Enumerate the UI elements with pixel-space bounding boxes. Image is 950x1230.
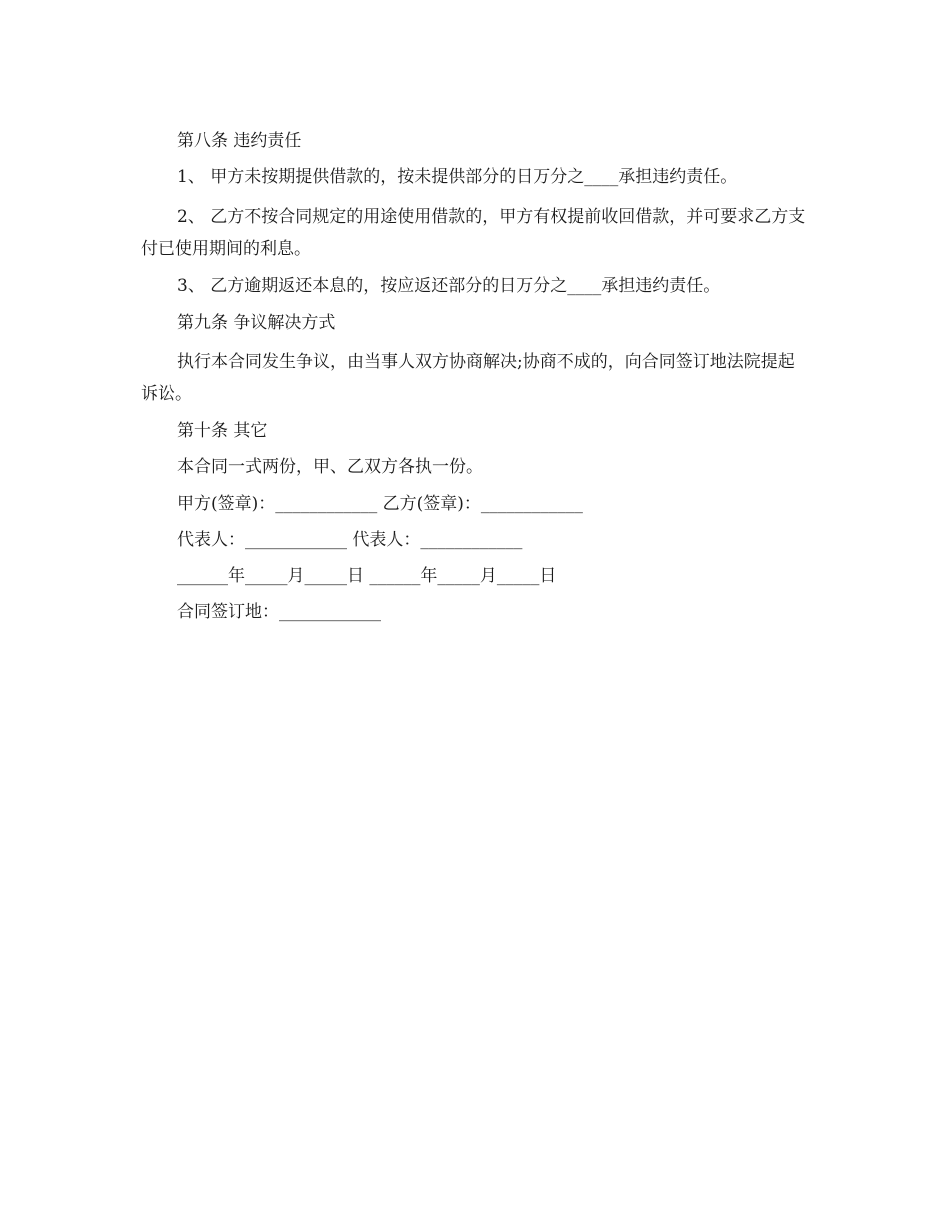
article-9-heading: 第九条 争议解决方式 — [177, 313, 336, 333]
article-8-clause-2: 2、 乙方不按合同规定的用途使用借款的，甲方有权提前收回借款，并可要求乙方支付已使用期间的利息。 — [141, 207, 806, 259]
article-10-heading: 第十条 其它 — [177, 421, 268, 441]
article-10-body: 本合同一式两份，甲、乙双方各执一份。 — [177, 457, 483, 477]
article-8-clause-1: 1、 甲方未按期提供借款的，按未提供部分的日万分之____承担违约责任。 — [177, 167, 738, 187]
date-line: ______年_____月_____日 ______年_____月_____日 — [177, 566, 557, 586]
article-8-clause-3: 3、 乙方逾期返还本息的，按应返还部分的日万分之____承担违约责任。 — [177, 276, 721, 296]
document-body — [141, 128, 811, 635]
representative-line: 代表人：____________ 代表人：____________ — [177, 530, 523, 550]
article-9-body: 执行本合同发生争议，由当事人双方协商解决;协商不成的，向合同签订地法院提起诉讼。 — [141, 352, 795, 404]
signing-place-line: 合同签订地：____________ — [177, 602, 381, 622]
article-8-heading: 第八条 违约责任 — [177, 131, 302, 151]
signature-line: 甲方(签章)：____________ 乙方(签章)：____________ — [177, 494, 583, 514]
